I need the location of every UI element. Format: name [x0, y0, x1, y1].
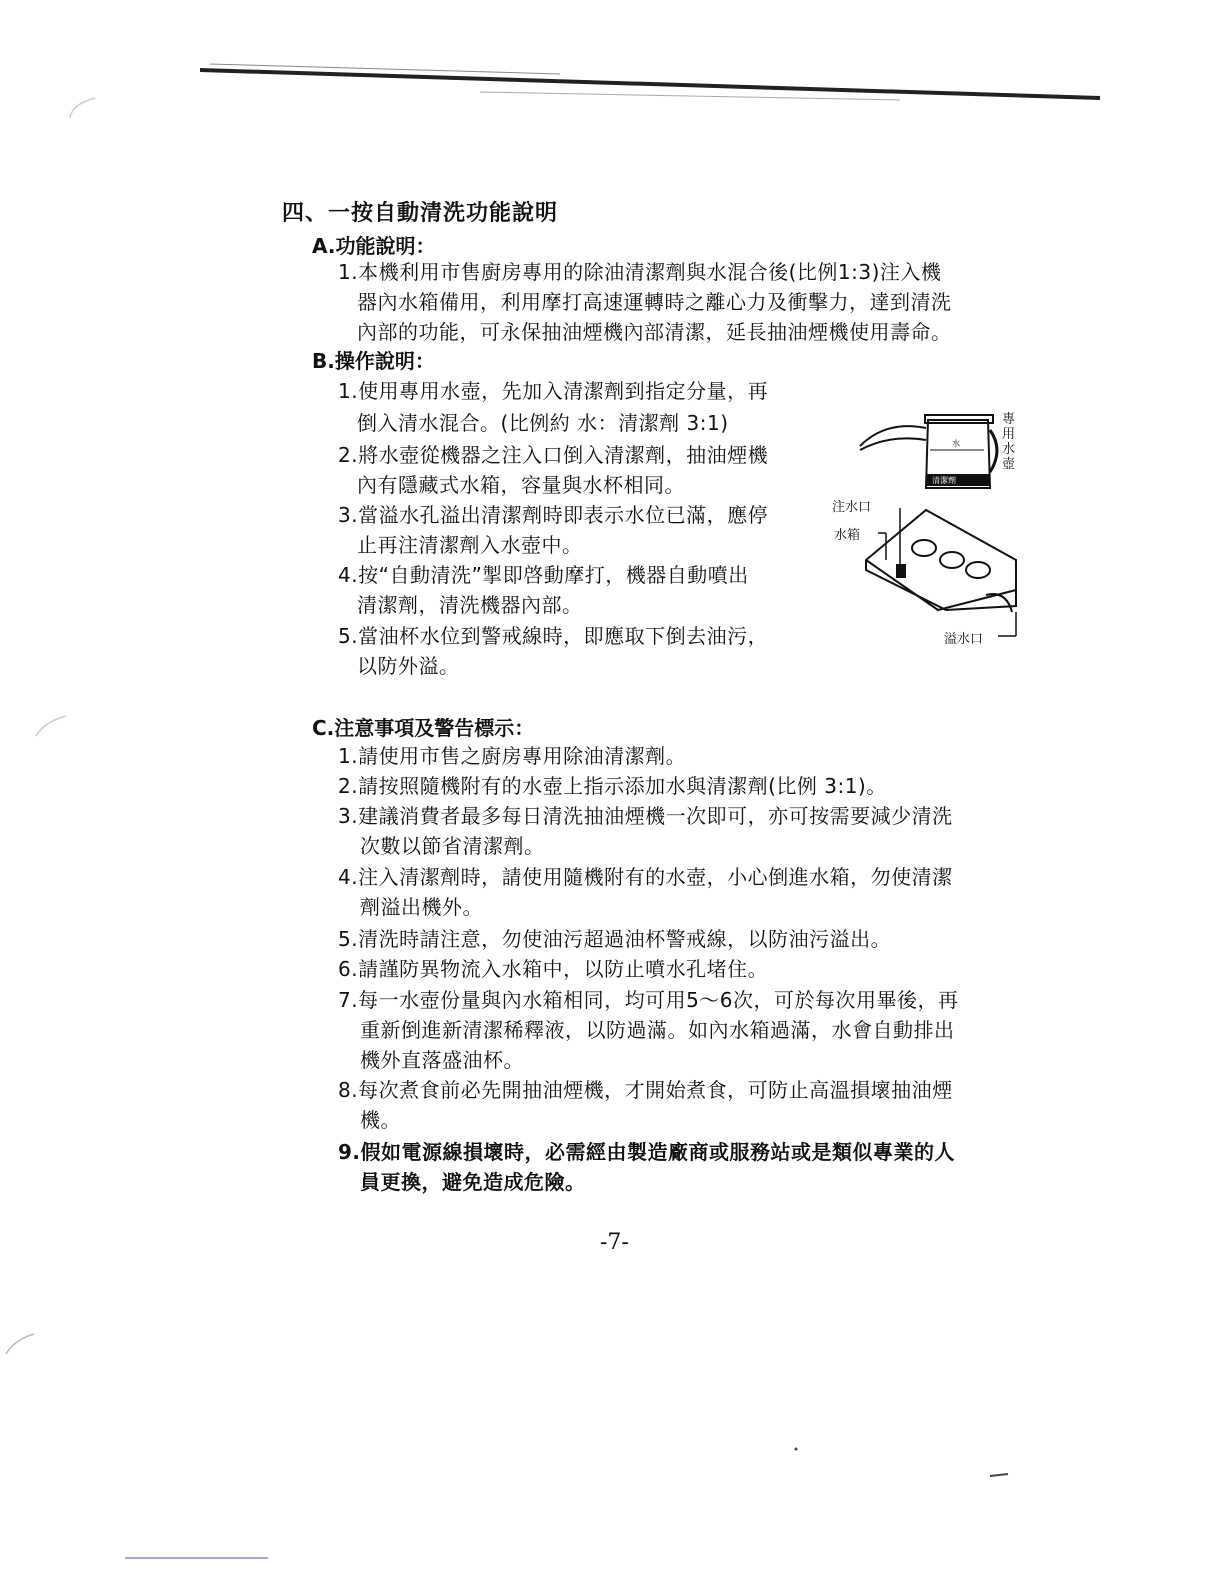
cleaning-diagram [826, 400, 1030, 650]
kettle-detergent-label: 清潔劑 [932, 476, 956, 485]
caution-line: 8.每次煮食前必先開抽油煙機，才開始煮食，可防止高溫損壞抽油煙 [338, 1078, 953, 1102]
tank-label: 水箱 [834, 528, 861, 543]
section-title: 四、一按自動清洗功能說明 [282, 201, 559, 226]
function-line: 器內水箱備用，利用摩打高速運轉時之離心力及衝擊力，達到清洗 [357, 290, 952, 314]
cautions-heading: C.注意事項及警告標示： [312, 716, 535, 740]
page-number: -7- [600, 1230, 629, 1255]
caution-line: 6.請謹防異物流入水箱中，以防止噴水孔堵住。 [338, 957, 769, 981]
caution-line: 7.每一水壺份量與內水箱相同，均可用5～6次，可於每次用畢後，再 [338, 988, 959, 1012]
kettle-label-char: 水 [1002, 442, 1016, 457]
function-line: 1.本機利用市售廚房專用的除油清潔劑與水混合後(比例1:3)注入機 [338, 260, 942, 284]
caution-line: 5.清洗時請注意，勿使油污超過油杯警戒線，以防油污溢出。 [338, 927, 892, 951]
operation-line: 5.當油杯水位到警戒線時，即應取下倒去油污， [338, 624, 769, 648]
caution-line: 2.請按照隨機附有的水壺上指示添加水與清潔劑(比例 3:1)。 [338, 774, 887, 798]
kettle-label-char: 用 [1002, 427, 1016, 442]
caution-line: 重新倒進新清潔稀釋液，以防過滿。如內水箱過滿，水會自動排出 [360, 1018, 955, 1042]
operation-line: 3.當溢水孔溢出清潔劑時即表示水位已滿，應停 [338, 503, 769, 527]
inlet-label: 注水口 [832, 500, 872, 515]
caution-line: 機外直落盛油杯。 [360, 1048, 524, 1072]
header-rule [0, 0, 1224, 130]
operation-line: 內有隱藏式水箱，容量與水杯相同。 [357, 473, 685, 497]
operation-line: 以防外溢。 [357, 654, 460, 678]
kettle-label-char: 專 [1002, 412, 1016, 427]
operation-line: 1.使用專用水壺，先加入清潔劑到指定分量，再 [338, 379, 769, 403]
kettle-water-label: 水 [952, 439, 960, 448]
overflow-label: 溢水口 [944, 632, 984, 647]
operation-heading: B.操作說明： [312, 349, 435, 373]
scan-artifacts [0, 700, 1224, 1584]
operation-line: 止再注清潔劑入水壺中。 [357, 533, 583, 557]
caution-line: 員更換，避免造成危險。 [360, 1170, 586, 1194]
operation-line: 4.按“自動清洗”掣即啓動摩打，機器自動噴出 [338, 563, 749, 587]
caution-line: 次數以節省清潔劑。 [360, 834, 545, 858]
kettle-label-char: 壺 [1002, 457, 1016, 472]
operation-line: 倒入清水混合。(比例約 水：清潔劑 3:1) [357, 411, 729, 435]
operation-line: 清潔劑，清洗機器內部。 [357, 593, 583, 617]
caution-line: 1.請使用市售之廚房專用除油清潔劑。 [338, 744, 687, 768]
caution-line: 9.假如電源線損壞時，必需經由製造廠商或服務站或是類似專業的人 [338, 1140, 956, 1164]
caution-line: 劑溢出機外。 [360, 895, 483, 919]
caution-line: 3.建議消費者最多每日清洗抽油煙機一次即可，亦可按需要減少清洗 [338, 804, 953, 828]
function-heading: A.功能說明： [312, 234, 436, 258]
caution-line: 機。 [360, 1108, 401, 1132]
function-line: 內部的功能，可永保抽油煙機內部清潔，延長抽油煙機使用壽命。 [357, 320, 952, 344]
caution-line: 4.注入清潔劑時，請使用隨機附有的水壺，小心倒進水箱，勿使清潔 [338, 865, 953, 889]
operation-line: 2.將水壺從機器之注入口倒入清潔劑，抽油煙機 [338, 443, 769, 467]
kettle-label [1002, 412, 1016, 472]
